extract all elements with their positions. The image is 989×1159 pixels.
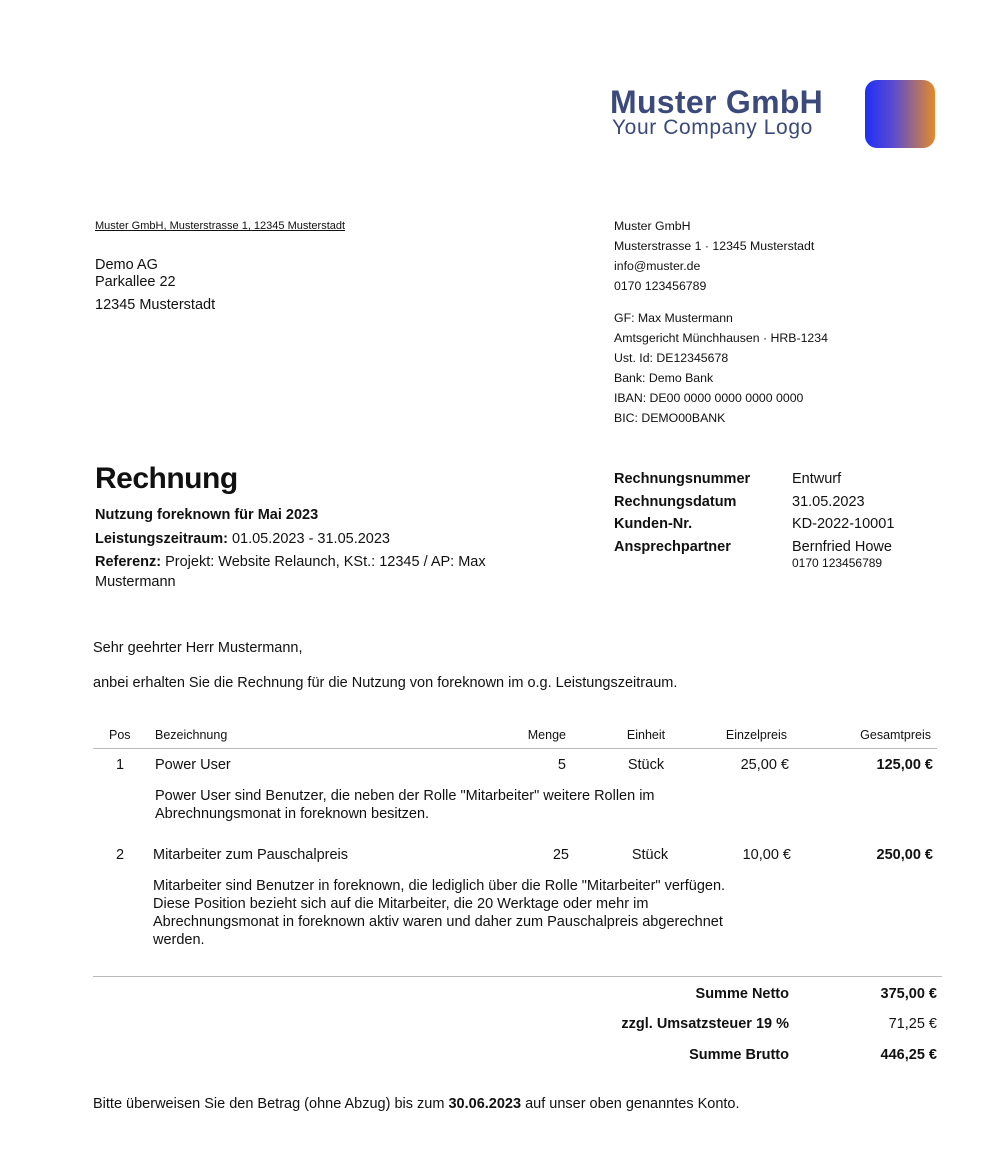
greeting: Sehr geehrter Herr Mustermann, [93, 640, 303, 656]
company-iban: IBAN: DE00 0000 0000 0000 0000 [614, 391, 804, 405]
company-bank: Bank: Demo Bank [614, 371, 714, 385]
row-1-name: Power User [155, 757, 231, 773]
row-1-quantity: 5 [557, 757, 566, 773]
vat-value: 71,25 € [888, 1016, 937, 1032]
gross-total-value: 446,25 € [880, 1047, 937, 1063]
period-label: Leistungszeitraum: [95, 531, 228, 547]
logo-gradient-square [865, 80, 935, 148]
row-2-name: Mitarbeiter zum Pauschalpreis [153, 847, 349, 863]
reference-value: Projekt: Website Relaunch, KSt.: 12345 / AP: Max Mustermann [95, 554, 486, 590]
vat-label: zzgl. Umsatzsteuer 19 % [621, 1016, 789, 1032]
period-value: 01.05.2023 - 31.05.2023 [227, 531, 390, 547]
invoice-date-label: Rechnungsdatum [614, 494, 737, 510]
company-bic: BIC: DEMO00BANK [614, 411, 726, 425]
payment-due-date: 30.06.2023 [448, 1096, 522, 1112]
row-2-description: Mitarbeiter sind Benutzer in foreknown, die lediglich über die Rolle "Mitarbeiter" verfügen. Diese Position bezieht sich auf die Mitarbeiter, die 20 Werktage oder mehr im Abrechnungsmonat in foreknown aktiv waren und daher zum Pauschalpreis abgerechnet werden. [153, 878, 726, 948]
payment-text-after: auf unser oben genanntes Konto. [521, 1096, 740, 1112]
col-header-unit-price: Einzelpreis [725, 728, 787, 742]
company-address: Musterstrasse 1 · 12345 Musterstadt [614, 239, 815, 253]
invoice-number-label: Rechnungsnummer [614, 471, 751, 487]
payment-text-before: Bitte überweisen Sie den Betrag (ohne Abzug) bis zum [93, 1096, 449, 1112]
row-2-quantity: 25 [552, 847, 569, 863]
company-ceo: GF: Max Mustermann [614, 311, 733, 325]
row-2-unit-price: 10,00 € [742, 847, 791, 863]
invoice-period [95, 531, 390, 547]
row-2-unit: Stück [631, 847, 669, 863]
company-name: Muster GmbH [614, 219, 691, 233]
company-email: info@muster.de [614, 259, 701, 273]
col-header-description: Bezeichnung [155, 728, 228, 742]
recipient-street: Parkallee 22 [95, 274, 176, 290]
totals-divider [93, 976, 942, 977]
logo-subtitle: Your Company Logo [612, 116, 813, 139]
customer-number-value: KD-2022-10001 [792, 516, 895, 532]
company-vat-id: Ust. Id: DE12345678 [614, 351, 729, 365]
recipient-name: Demo AG [95, 257, 158, 273]
col-header-unit: Einheit [626, 728, 666, 742]
contact-person-label: Ansprechpartner [614, 539, 731, 555]
sender-return-line: Muster GmbH, Musterstrasse 1, 12345 Musterstadt [95, 220, 346, 232]
invoice-title: Rechnung [95, 462, 238, 495]
col-header-pos: Pos [109, 728, 131, 742]
recipient-city: 12345 Musterstadt [95, 297, 216, 313]
customer-number-label: Kunden-Nr. [614, 516, 693, 532]
intro-text: anbei erhalten Sie die Rechnung für die Nutzung von foreknown im o.g. Leistungszeitraum. [93, 675, 678, 691]
contact-person-phone: 0170 123456789 [792, 556, 883, 570]
invoice-date-value: 31.05.2023 [792, 494, 865, 510]
row-1-total: 125,00 € [876, 757, 933, 773]
gross-total-label: Summe Brutto [689, 1047, 789, 1063]
row-1-description: Power User sind Benutzer, die neben der Rolle "Mitarbeiter" weitere Rollen im Abrechnungsmonat in foreknown besitzen. [155, 788, 655, 822]
col-header-quantity: Menge [527, 728, 566, 742]
contact-person-value: Bernfried Howe [792, 539, 892, 555]
row-2-total: 250,00 € [876, 847, 933, 863]
invoice-subject: Nutzung foreknown für Mai 2023 [95, 507, 319, 523]
net-total-label: Summe Netto [695, 986, 789, 1002]
reference-label: Referenz: [95, 554, 162, 570]
company-register: Amtsgericht Münchhausen · HRB-1234 [614, 331, 828, 345]
company-phone: 0170 123456789 [614, 279, 707, 293]
row-1-pos: 1 [116, 757, 125, 773]
net-total-value: 375,00 € [880, 986, 937, 1002]
invoice-reference [95, 552, 515, 592]
row-2-pos: 2 [116, 847, 125, 863]
row-1-unit: Stück [627, 757, 665, 773]
table-header-divider [93, 748, 937, 749]
col-header-total: Gesamtpreis [860, 728, 931, 742]
row-1-unit-price: 25,00 € [740, 757, 789, 773]
invoice-number-value: Entwurf [792, 471, 842, 487]
logo-company-name: Muster GmbH [610, 84, 824, 120]
payment-instructions [93, 1096, 740, 1112]
